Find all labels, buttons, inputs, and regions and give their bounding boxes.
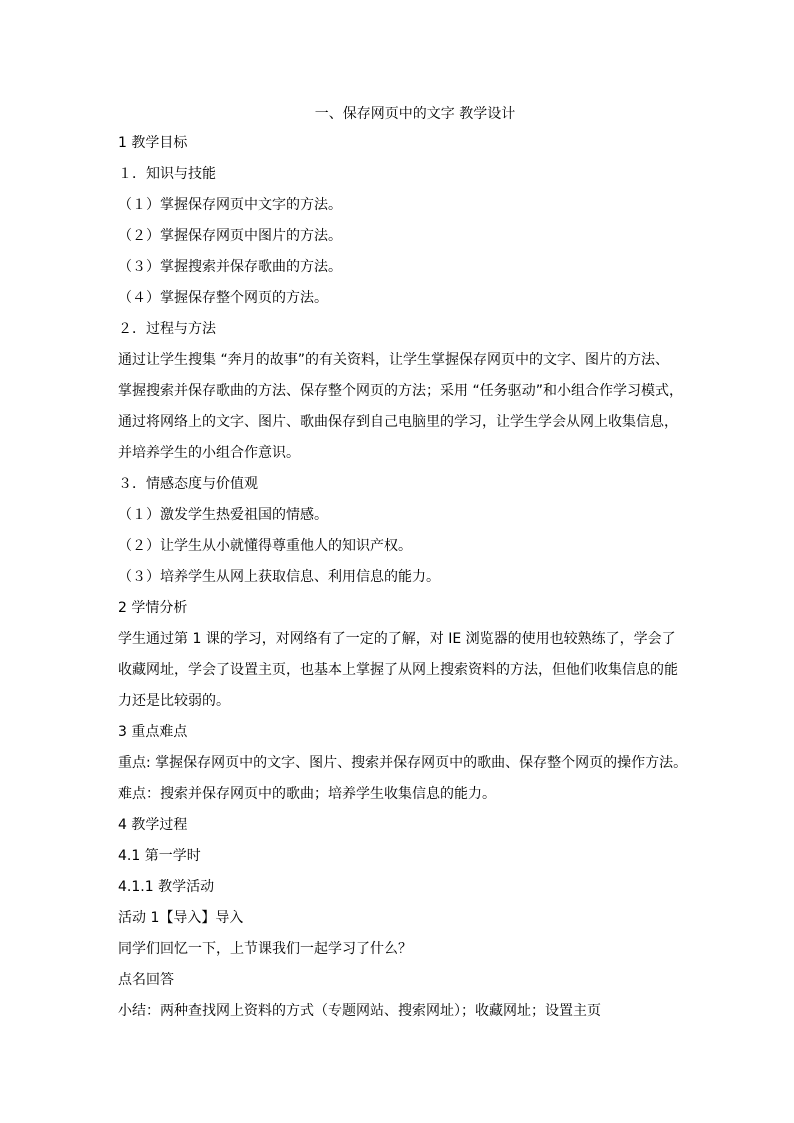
activity-line: 小结：两种查找网上资料的方式（专题网站、搜索网址）；收藏网址；设置主页 [118,1003,601,1019]
paragraph-line: 并培养学生的小组合作意识。 [118,445,300,461]
subheading-teaching-activity: 4.1.1 教学活动 [118,879,215,895]
subheading-process-method: ２．过程与方法 [118,321,216,337]
subheading-first-period: 4.1 第一学时 [118,848,201,864]
paragraph-line: 通过将网络上的文字、图片、歌曲保存到自己电脑里的学习，让学生学会从网上收集信息， [118,414,678,430]
section-heading-objectives: 1 教学目标 [118,135,188,151]
section-heading-analysis: 2 学情分析 [118,600,188,616]
list-item: （２）让学生从小就懂得尊重他人的知识产权。 [118,538,412,554]
section-heading-process: 4 教学过程 [118,817,188,833]
activity-heading: 活动 1【导入】导入 [118,910,244,926]
key-point-text: 重点: 掌握保存网页中的文字、图片、搜索并保存网页中的歌曲、保存整个网页的操作方法。 [118,755,688,771]
list-item: （１）激发学生热爱祖国的情感。 [118,507,328,523]
paragraph-line: 力还是比较弱的。 [118,693,230,709]
paragraph-line: 通过让学生搜集 “奔月的故事”的有关资料，让学生掌握保存网页中的文字、图片的方法、 [118,352,669,368]
section-heading-key-points: 3 重点难点 [118,724,188,740]
list-item: （３）掌握搜索并保存歌曲的方法。 [118,259,342,275]
list-item: （１）掌握保存网页中文字的方法。 [118,197,342,213]
document-page [118,100,688,1027]
paragraph-line: 学生通过第 1 课的学习，对网络有了一定的了解，对 IE 浏览器的使用也较熟练了，学会了 [118,631,676,647]
subheading-knowledge-skills: １．知识与技能 [118,166,216,182]
paragraph-line: 收藏网址，学会了设置主页，也基本上掌握了从网上搜索资料的方法，但他们收集信息的能 [118,662,678,678]
list-item: （２）掌握保存网页中图片的方法。 [118,228,342,244]
list-item: （３）培养学生从网上获取信息、利用信息的能力。 [118,569,440,585]
subheading-emotion-values: ３．情感态度与价值观 [118,476,258,492]
list-item: （４）掌握保存整个网页的方法。 [118,290,328,306]
difficult-point-text: 难点：搜索并保存网页中的歌曲；培养学生收集信息的能力。 [118,786,496,802]
activity-line: 点名回答 [118,972,174,988]
document-title: 一、保存网页中的文字 教学设计 [314,106,516,122]
paragraph-line: 掌握搜索并保存歌曲的方法、保存整个网页的方法；采用 “任务驱动”和小组合作学习模式， [118,383,683,399]
activity-line: 同学们回忆一下，上节课我们一起学习了什么？ [118,941,412,957]
